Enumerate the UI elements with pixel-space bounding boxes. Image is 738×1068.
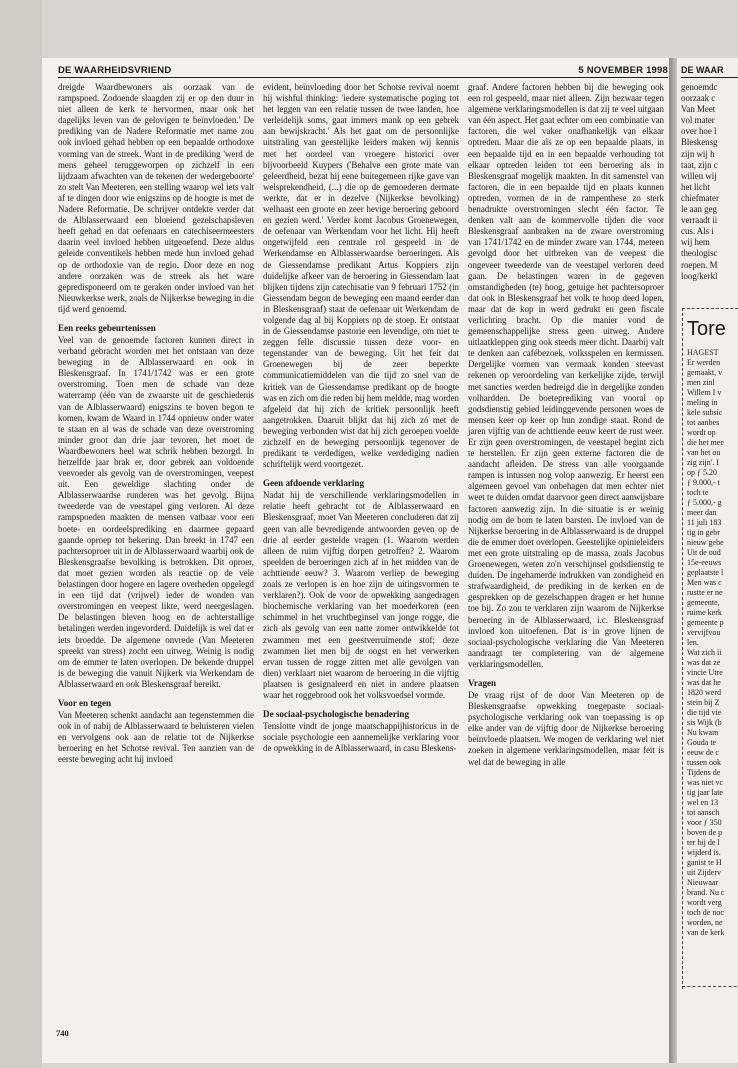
text-line: tussen ook: [687, 758, 721, 767]
text-line: Men was c: [687, 578, 722, 587]
text-line: wij hem: [681, 237, 710, 248]
text-line: ruime kerk: [687, 608, 722, 617]
subheading: De sociaal-psychologische benadering: [263, 709, 410, 720]
text-line: wijderd is.: [687, 848, 721, 857]
next-page-header: DE WAAR: [681, 65, 724, 75]
text-line: 15e-eeuws: [687, 558, 722, 567]
text-line: gemeente p: [687, 618, 724, 627]
text-line: tig in gebr: [687, 528, 720, 537]
text-line: willen wij: [681, 170, 717, 181]
text-line: over hoe l: [681, 126, 717, 137]
text-line: wordt op: [687, 428, 716, 437]
text-line: loog/kerkl: [681, 270, 718, 281]
text-line: men zinl: [687, 378, 715, 387]
text-line: cus. Als i: [681, 226, 714, 237]
text-line: zig zijn'. I: [687, 458, 719, 467]
page-number: 740: [56, 1028, 69, 1038]
text-line: gemaakt, v: [687, 368, 723, 377]
next-page-column: [681, 82, 738, 282]
issue-date: 5 NOVEMBER 1998: [578, 65, 668, 76]
paragraph: De vraag rijst of de door Van Meeteren op de Bleskensgraafse opwekking toegepaste sociaal-psychologische verklaring ook van toepassing is op elke ander van de vijftig door de Nijkerkse beroering beïnvloede plaatsen. We mogen de verklaring wel niet zoeken in algemene verklaringsmodellen, maar feit is wel dat de beweging in alle: [468, 689, 664, 767]
text-line: gemeente,: [687, 598, 720, 607]
text-line: worden, ne: [687, 918, 723, 927]
text-line: theologisc: [681, 248, 718, 259]
subheading: Vragen: [468, 677, 497, 688]
text-column-3: [468, 82, 664, 768]
text-column-1: [58, 82, 254, 765]
text-line: kele subsic: [687, 408, 723, 417]
next-page-edge: [677, 58, 738, 1063]
text-line: was niet vc: [687, 778, 723, 787]
text-line: vol mater: [681, 115, 715, 126]
text-line: Van Meet: [681, 104, 716, 115]
text-line: ganist te H: [687, 858, 722, 867]
text-line: sis Wijk (b: [687, 718, 722, 727]
text-line: HAGEST: [687, 348, 719, 357]
text-line: chiefmater: [681, 192, 719, 203]
text-line: Bleskensg: [681, 137, 718, 148]
text-line: 11 juli 183: [687, 518, 722, 527]
paragraph: Nadat hij de verschillende verklaringsmodellen in relatie heeft gebracht tot de Alblasserwaard en Bleskensgraaf, moet Van Meeteren concluderen dat zij geen van alle bevredigende antwoorden geven op de drie al eerder gestelde vragen (1. Waarom werden alleen de ruim vijftig dorpen getroffen? 2. Waarom speelden de beroeringen zich af in het midden van de achttiende eeuw? 3. Waarom verliep de beweging zoals ze verlopen is en hoe zijn de uitingsvormen te verklaren?). Ook de voor de opwekking aangedragen biochemische verklaring van het moederkoren (een schimmel in het vruchtbeginsel van jonge rogge, die zich als gevolg van een natte zomer ontwikkelde tot zwammen met een geestverruimende stof; deze zwammen liet men bij de oogst en het verwerken ervan tussen de rogge zitten met alle gevolgen van dien) verklaart niet waarom de beroering in die vijftig plaatsen is gesignaleerd en niet in andere plaatsen waar het roggebrood ook het volksvoedsel vormde.: [263, 490, 459, 700]
text-line: len.: [687, 638, 699, 647]
text-line: 1820 werd: [687, 688, 721, 697]
dashed-box-bottom: [682, 986, 738, 987]
text-line: voor ƒ 350: [687, 818, 722, 827]
text-line: toch de noc: [687, 908, 724, 917]
text-line: die het mee: [687, 438, 724, 447]
text-line: stein bij Z: [687, 698, 720, 707]
text-line: zijn wij h: [681, 148, 715, 159]
text-line: vervijfvou: [687, 628, 721, 637]
text-line: genoemdc: [681, 82, 718, 92]
paragraph: evident, beïnvloeding door het Schotse revival noemt hij wishful thinking: 'iedere systematische poging tot het leggen van een relatie tussen de twee landen, hoe verleidelijk soms, gaat immers mank op een gebrek aan bewijskracht.' Als het gaat om de persoonlijke uitstraling van geestelijke leiders maken wij kennis met het oordeel van vroegere historici over bijvoorbeeld Kuypers ('Behalve een grote mate van geleerdheid, bezat hij eene buitegemeen rijke gave van welsprekendheid, (...) die op de gemoederen dermate werkte, dat er in dezelve (Nijkerkse bevolking) welhaast een groote en zeer hevige beroering geboord en gezien werd.' Verder komt Jacobus Groenewegen, de oefenaar van Werkendam voor het licht. Hij heeft ongetwijfeld een centrale rol gespeeld in de Werkendamse en Alblasserwaardse beroeringen. Als de Giessendamse predikant Artus Koppiers zijn duidelijke afkeer van de beroering in Giessendam laat blijken tijdens zijn catechisatie van 9 februari 1752 (in Giessendam begon de beweging een maand eerder dan in Bleskensgraaf) staat de oefenaar uit Werkendam de volgende dag al bij Koppiers op de stoep. Er ontstaat in de Giessendamse pastorie een levendige, om niet te zeggen felle discussie tussen deze voor- en tegenstander van de beweging. Uit het feit dat Groenewegen bij de zeer beperkte communicatiemiddelen van die tijd zo snel van de kritiek van de Giessendamse predikant op de hoogte was en zich om die reden bij hem meldde, mag worden afgeleid dat hij zich de kritiek persoonlijk heeft aangetrokken. Daaruit blijkt dat hij zich zó met de beweging verbonden wist dat hij zich geroepen voelde zichzelf en de beweging persoonlijk tegenover de predikant te verdedigen, welke verdediging nadien schriftelijk werd voortgezet.: [263, 82, 459, 470]
text-line: van de kerk: [687, 928, 725, 937]
text-line: Tijdens de: [687, 768, 721, 777]
text-line: brand. Nu c: [687, 888, 725, 897]
paragraph: Veel van de genoemde factoren kunnen direct in verband gebracht worden met het ontstaan van deze beweging in de Alblasserwaard en ook in Bleskensgraaf. In 1741/1742 was er een grote overstroming. Toen men de schade van deze waterramp (één van de zwaarste uit de geschiedenis van de Alblasserwaard) enigszins te boven begon te komen, kwam de Waard in 1744 opnieuw onder water te staan en al was de schade van deze overstroming minder groot dan drie jaar tevoren, het moet de Waardbewoners heel wat schrik hebben bezorgd. In hetzelfde jaar brak er, door gebrek aan voldoende veevoeder als gevolg van de overstromingen, veepest uit. Een geweldige slachting onder de Alblasserwaardse runderen was het gevolg. Bijna tweederde van de veestapel ging verloren. Al deze rampspoeden maakten de mensen vatbaar voor een boete- en oordeelsprediking en daarmee gepaard gaande oproep tot bekering. Dan breekt in 1747 een pachtersoproer uit in de Alblasserwaard waarbij ook de Bleskensgraafse bevolking is betrokken. Dit oproer, dat moet gezien worden als reactie op de vele belastingen door hogere en lagere overheden opgelegd in een tijd dat (vrijwel) ieder de wonden van overstromingen en veepest likte, werd neergeslagen. De belastingen bleven hoog en de achterstallige betalingen werden ingevorderd. Duidelijk is wel dat er iets broedde. De algemene onvrede (Van Meeteren spreekt van stress) zocht een uitweg. Weinig is nodig om de emmer te laten overlopen. De bekende druppel is de beweging die vanuit Nijkerk via Werkendam de Alblasserwaard en ook Bleskensgraaf bereikt.: [58, 334, 254, 689]
text-line: op ƒ 5.20: [687, 468, 717, 477]
header-rule: [58, 77, 668, 78]
text-line: boven de p: [687, 828, 723, 837]
text-line: Nieuwaar: [687, 878, 719, 887]
scan-margin: [0, 0, 42, 1068]
paragraph: Van Meeteren schenkt aandacht aan tegenstemmen die ook in of nabij de Alblasserwaard te beluisteren vielen en vervolgens ook aan de relatie tot de Nijkerkse beroering en het Schotse revival. Ten aanzien van de eerste beweging acht hij invloed: [58, 709, 254, 765]
book-spine-shadow: [669, 58, 677, 1063]
text-line: tig jaar late: [687, 788, 723, 797]
text-line: Willem I v: [687, 388, 722, 397]
newspaper-page: [42, 58, 669, 1063]
text-line: uit Zijderv: [687, 868, 721, 877]
text-line: Uit de oud: [687, 548, 721, 557]
text-line: vincie Utre: [687, 668, 723, 677]
box-column: [687, 348, 738, 938]
subheading: Geen afdoende verklaring: [263, 478, 365, 489]
text-line: het licht: [681, 181, 710, 192]
paragraph: graaf. Andere factoren hebben bij die beweging ook een rol gespeeld, maar niet alleen. Zijn bezwaar tegen algemene verklaringsmodellen is dat zij te veel uitgaan van één aspect. Het gaat echter om een combinatie van factoren, die wel vaker onafhankelijk van elkaar optreden. Maar die als ze op een bepaalde plaats, in een bepaalde tijd en in een bepaalde verhouding tot elkaar optreden leiden tot een beroering als in Bleskensgraaf mogelijk maakten. In dit samenstel van factoren, die in een bepaalde tijd en plaats kunnen optreden, vormen de in de rampenthese zo sterk benadrukte overstromingen slecht één factor. Te denken valt aan de kommervolle tijden die voor Bleskensgraaf aanbraken na de zware overstroming van 1741/1742 en de minder zware van 1744, meteen gevolgd door het uitbreken van de veepest die ongeveer tweederde van de veestapel verloren deed gaan. De belastingen waren in de gegeven omstandigheden (te) hoog, getuige het pachtersoproer dat ook in Bleskensgraaf het volk te hoop deed lopen, maar dat de kop in werd gedrukt en geen fiscale verlichting bracht. Op die manier vond de gemeenschappelijke stress geen uitweg. Andere uitlaatkleppen ging ook steeds meer dicht. Daarbij valt te denken aan cafébezoek, volksspelen en kermissen. Dergelijke vormen van vermaak konden steevast rekenen op veroordeling van kerkelijke zijde, terwijl met sancties werden bedreigd die in dergelijke zonden volhardden. De boeteprediking van vooral op godsdienstig gebied leidinggevende personen woes de mensen keer op keer op hun zondige staat. Rond de jaren vijftig van de achttiende eeuw keert de rust weer. Er zijn geen overstromingen, de veestapel begint zich te herstellen. Er zijn geen externe factoren die de aandacht afleiden. De stress van alle voorgaande rampen is intussen nog volop aanwezig. Er heerst een algemeen gevoel van onbehagen dat men echter niet weet te duiden omdat daarvoor geen direct aanwijsbare factoren aanwezig zijn. In die situatie is er weinig nodig om de bom te laten barsten. De invloed van de Nijkerkse beroering in de Alblasserwaard is de druppel die de emmer doet overlopen. Geestelijke opinieleiders met een grote uitstraling op de massa, zoals Jacobus Groenewegen, weten zo'n verschijnsel godsdienstig te duiden. De ingehamerde indrukken van zondigheid en strafwaardigheid, de prediking in de kerken en de gesprekken op de gezelschappen dragen er het hunne toe bij. Zo zou te verklaren zijn waarom de Nijkerkse beroering in de Alblasserwaard, i.c. Bleskensgraaf invloed kon uitoefenen. Dat is in grove lijnen de sociaal-psychologische verklaring die Van Meeteren aandraagt ter completering van de algemene verklaringsmodellen.: [468, 82, 664, 669]
paragraph: Tenslotte vindt de jonge maatschappijhistoricus in de sociale psychologie een aannemelijke verklaring voor de opwekking in de Alblasserwaard, in casu Bleskens-: [263, 721, 459, 754]
text-line: tot aansch: [687, 808, 720, 817]
text-line: Wat zich ii: [687, 648, 722, 657]
text-line: nieuw gebe: [687, 538, 724, 547]
text-line: ƒ 9.000,- t: [687, 478, 720, 487]
text-line: Er werden: [687, 358, 721, 367]
paragraph: dreigde Waardbewoners als oorzaak van de rampspoed. Zodoende slaagden zij er op den duur in niet alleen de kerk te hervormen, maar ook het dagelijks leven van de gelovigen te beïnvloeden.' De prediking van de Nadere Reformatie met name zou ook invloed gehad hebben op een bepaalde orthodoxe vorming van de streek. Want in de prediking 'werd de mens geheel teruggeworpen op zichzelf in een lijdzaam afwachten van de tekenen der wedergeboorte' zo stelt Van Meeteren, een stelling waarop wel iets valt af te dingen door wie enigszins op de hoogte is met de Nadere Reformatie. De schrijver ontdekte verder dat de Alblasserwaard een bloeiend gezelschapsleven heeft gehad en dat oefenaars en catechiseermeesters daarin veel invloed hebben uitgeoefend. Deze aldus geleide conventikels hebben mede hun invloed gehad op de orthodoxie van de regio. Door deze en nog andere oorzaken was de streek als het ware gepredisponeerd om te geraken onder invloed van het Nieuwkerkse werk, zoals de Nijkerkse beweging in die tijd werd genoemd.: [58, 82, 254, 314]
text-line: was dat ze: [687, 658, 721, 667]
publication-title: DE WAARHEIDSVRIEND: [58, 65, 172, 76]
text-line: ter bij de l: [687, 838, 720, 847]
text-line: Nu kwam: [687, 728, 719, 737]
text-line: roepen. M: [681, 259, 718, 270]
text-line: tot aanbes: [687, 418, 720, 427]
text-line: die tijd vie: [687, 708, 722, 717]
text-line: was dat he: [687, 678, 721, 687]
text-line: taat, zijn c: [681, 159, 718, 170]
text-line: Gouda te: [687, 738, 717, 747]
text-line: rustte er ne: [687, 588, 723, 597]
text-line: geplaatste l: [687, 568, 724, 577]
box-title: Tore: [687, 318, 726, 340]
text-line: ƒ 5.000,- g: [687, 498, 722, 507]
text-line: oorzaak c: [681, 93, 716, 104]
text-line: wordt verg: [687, 898, 722, 907]
subheading: Een reeks gebeurtenissen: [58, 322, 156, 333]
text-line: verraadt ii: [681, 215, 718, 226]
subheading: Voor en tegen: [58, 697, 112, 708]
next-page-rule: [681, 77, 738, 78]
text-line: meling in: [687, 398, 718, 407]
text-line: wel en 13: [687, 798, 719, 807]
text-line: meer dan: [687, 508, 717, 517]
text-line: eeuw de c: [687, 748, 719, 757]
text-line: le aan geg: [681, 204, 717, 215]
text-line: van het ou: [687, 448, 721, 457]
text-line: toch te: [687, 488, 709, 497]
text-column-2: [263, 82, 459, 754]
